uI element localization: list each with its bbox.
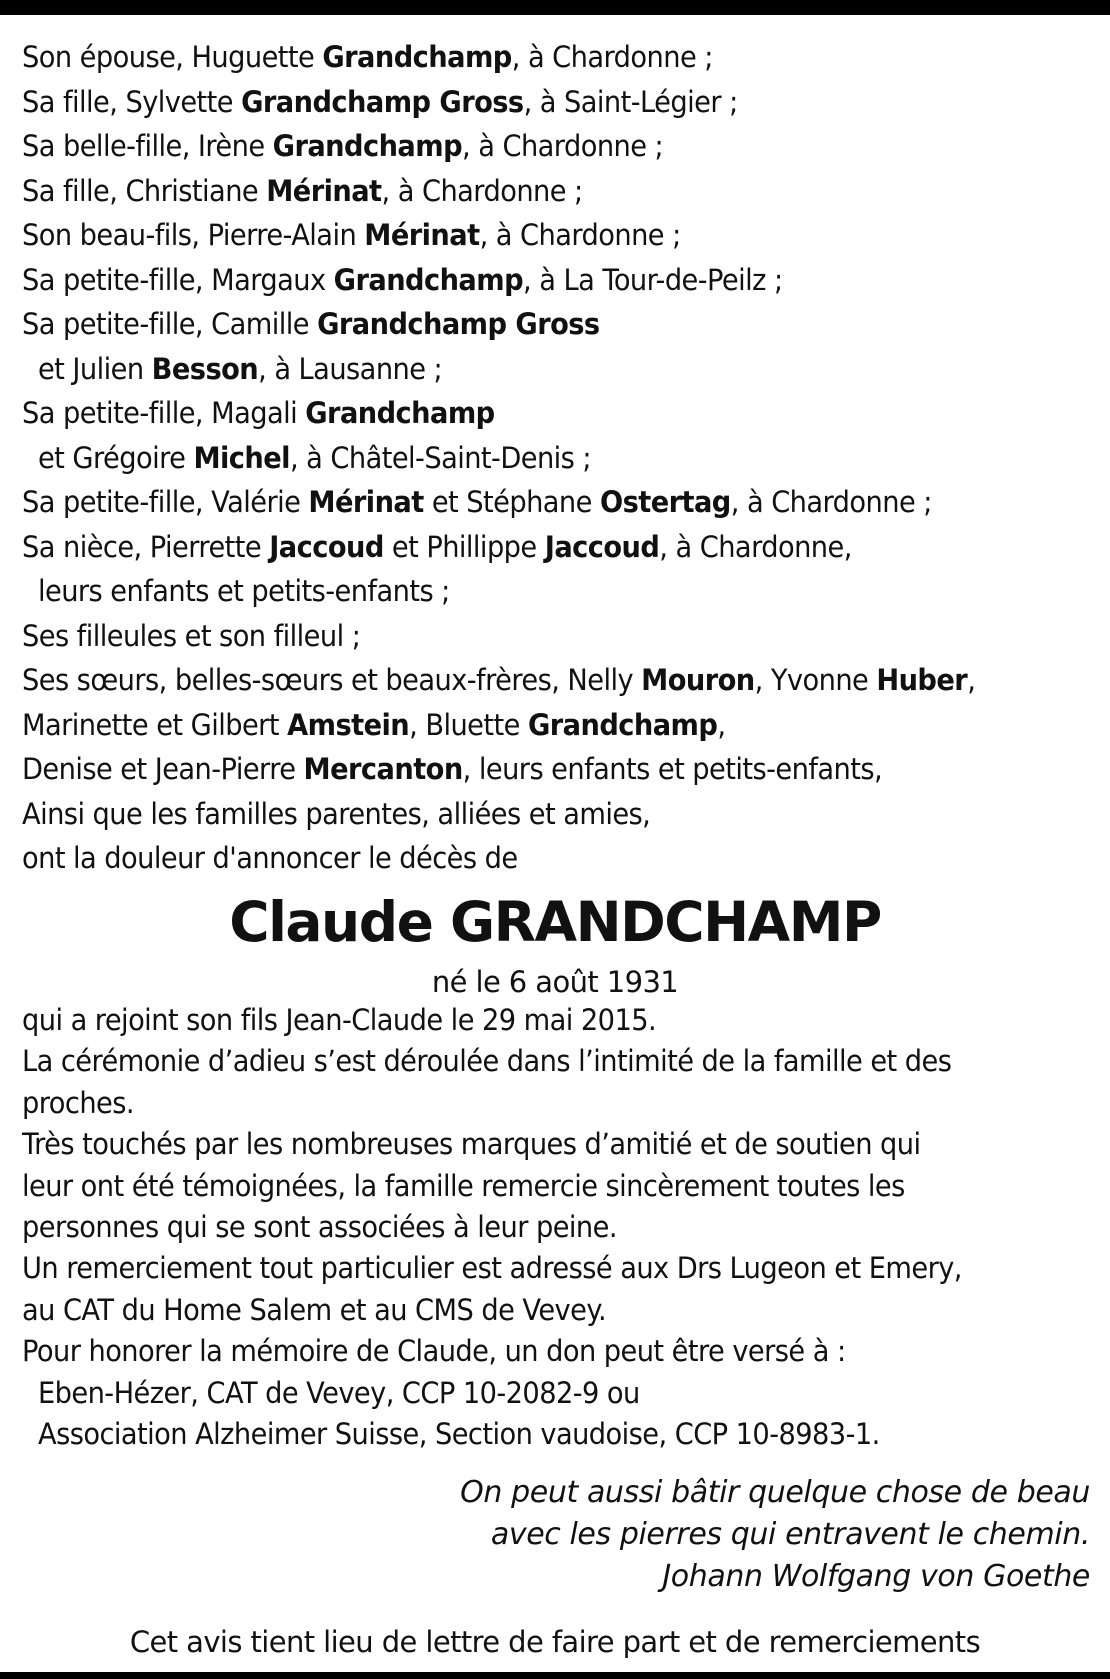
surname: Mérinat [308, 485, 424, 519]
birth-date: né le 6 août 1931 [431, 965, 679, 999]
text-segment: , leurs enfants et petits-enfants, [462, 752, 883, 786]
body-line: Pour honorer la mémoire de Claude, un don peut être versé à : [22, 1334, 846, 1369]
body-line: leur ont été témoignées, la famille remercie sincèrement toutes les [22, 1168, 905, 1203]
text-segment: Sa petite-fille, Magali [22, 396, 306, 430]
text-segment: , Yvonne [754, 663, 877, 697]
body-line: proches. [22, 1085, 134, 1120]
surname: Ostertag [599, 485, 731, 519]
text-segment: , Bluette [409, 707, 528, 742]
deceased-name: Claude GRANDCHAMP [229, 890, 881, 954]
text-segment: Son épouse, Huguette [22, 40, 323, 74]
text-segment: , à Chardonne ; [479, 218, 681, 252]
text-segment: , à Chardonne ; [462, 129, 664, 163]
text-segment: Sa petite-fille, Margaux [22, 262, 334, 297]
family-line [22, 792, 1028, 837]
family-line [22, 658, 1028, 703]
surname: Mercanton [303, 752, 463, 786]
text-segment: , à Chardonne ; [511, 40, 713, 74]
body-line: Association Alzheimer Suisse, Section vaudoise, CCP 10-8983-1. [37, 1417, 880, 1452]
body-line: qui a rejoint son fils Jean-Claude le 29 mai 2015. [22, 1003, 657, 1037]
family-line [22, 614, 1028, 659]
body-line: Très touchés par les nombreuses marques d’amitié et de soutien qui [22, 1127, 921, 1162]
surname: Besson [151, 351, 259, 386]
family-line [22, 569, 1028, 614]
text-segment: , à Chardonne, [659, 529, 852, 564]
surname: Mérinat [266, 173, 382, 208]
body-line: personnes qui se sont associées à leur peine. [22, 1210, 617, 1245]
footer-note: Cet avis tient lieu de lettre de faire part et de remerciements [129, 1625, 981, 1659]
family-line [22, 213, 1028, 258]
body-line: Eben-Hézer, CAT de Vevey, CCP 10-2082-9 ou [37, 1375, 640, 1410]
text-segment: leurs enfants et petits-enfants ; [37, 574, 450, 608]
text-segment: Sa fille, Sylvette [22, 84, 242, 119]
surname: Mouron [641, 663, 755, 697]
goethe-quote [290, 1472, 1090, 1598]
quote-line-2: avec les pierres qui entravent le chemin. [490, 1517, 1090, 1552]
surname: Grandchamp Gross [317, 307, 600, 341]
body-line: La cérémonie d’adieu s’est déroulée dans l’intimité de la famille et des [22, 1044, 952, 1079]
surname: Grandchamp [527, 707, 718, 742]
text-segment: Sa fille, Christiane [22, 173, 267, 208]
bottom-rule [0, 1672, 1110, 1679]
surname: Grandchamp Gross [241, 84, 524, 119]
body-text [22, 1000, 1092, 1455]
text-segment: , à La Tour-de-Peilz ; [523, 262, 783, 297]
body-line: Un remerciement tout particulier est adressé aux Drs Lugeon et Emery, [22, 1251, 962, 1286]
family-list [22, 35, 1092, 881]
family-line [22, 836, 1028, 881]
text-segment: Ses sœurs, belles-sœurs et beaux-frères, Nelly [22, 663, 642, 697]
text-segment: et Julien [37, 351, 152, 386]
family-line [22, 124, 1028, 169]
text-segment: , [717, 707, 726, 742]
text-segment: , à Saint-Légier ; [523, 84, 738, 119]
surname: Amstein [287, 707, 410, 742]
text-segment: , à Chardonne ; [381, 173, 583, 208]
family-line [22, 80, 1028, 125]
surname: Grandchamp [322, 40, 512, 74]
text-segment: Marinette et Gilbert [22, 707, 288, 742]
surname: Jaccoud [544, 529, 660, 564]
text-segment: Sa nièce, Pierrette [22, 529, 270, 564]
text-segment: ont la douleur d'annoncer le décès de [22, 841, 518, 875]
text-segment: , [967, 663, 976, 697]
surname: Mérinat [364, 218, 480, 252]
family-line [22, 347, 1028, 392]
top-rule [0, 0, 1110, 15]
surname: Grandchamp [333, 262, 524, 297]
text-segment: Ses filleules et son filleul ; [22, 618, 361, 653]
text-segment: Sa petite-fille, Valérie [22, 485, 309, 519]
text-segment: et Phillippe [383, 529, 545, 564]
family-line [22, 436, 1028, 481]
family-line [22, 35, 1028, 80]
quote-line-1: On peut aussi bâtir quelque chose de beau [460, 1475, 1090, 1510]
surname: Huber [876, 663, 968, 697]
family-line [22, 391, 1028, 436]
text-segment: , à Lausanne ; [258, 351, 443, 386]
text-segment: Sa petite-fille, Camille [22, 307, 318, 341]
family-line [22, 302, 1028, 347]
surname: Grandchamp [272, 129, 463, 163]
text-segment: et Grégoire [37, 440, 194, 475]
family-line [22, 525, 1028, 570]
family-line [22, 480, 1028, 525]
surname: Michel [193, 440, 290, 475]
text-segment: Ainsi que les familles parentes, alliées et amies, [22, 796, 651, 831]
text-segment: , à Chardonne ; [730, 485, 932, 519]
family-line [22, 169, 1028, 214]
text-segment: Denise et Jean-Pierre [22, 752, 304, 786]
surname: Jaccoud [269, 529, 384, 564]
family-line [22, 258, 1028, 303]
text-segment: Sa belle-fille, Irène [22, 129, 273, 163]
body-line: au CAT du Home Salem et au CMS de Vevey. [22, 1292, 607, 1327]
text-segment: Son beau-fils, Pierre-Alain [22, 218, 365, 252]
surname: Grandchamp [305, 396, 495, 430]
family-line [22, 747, 1028, 792]
text-segment: , à Châtel-Saint-Denis ; [289, 440, 592, 475]
quote-author: Johann Wolfgang von Goethe [662, 1559, 1090, 1594]
family-line [22, 703, 1028, 748]
text-segment: et Stéphane [423, 485, 600, 519]
